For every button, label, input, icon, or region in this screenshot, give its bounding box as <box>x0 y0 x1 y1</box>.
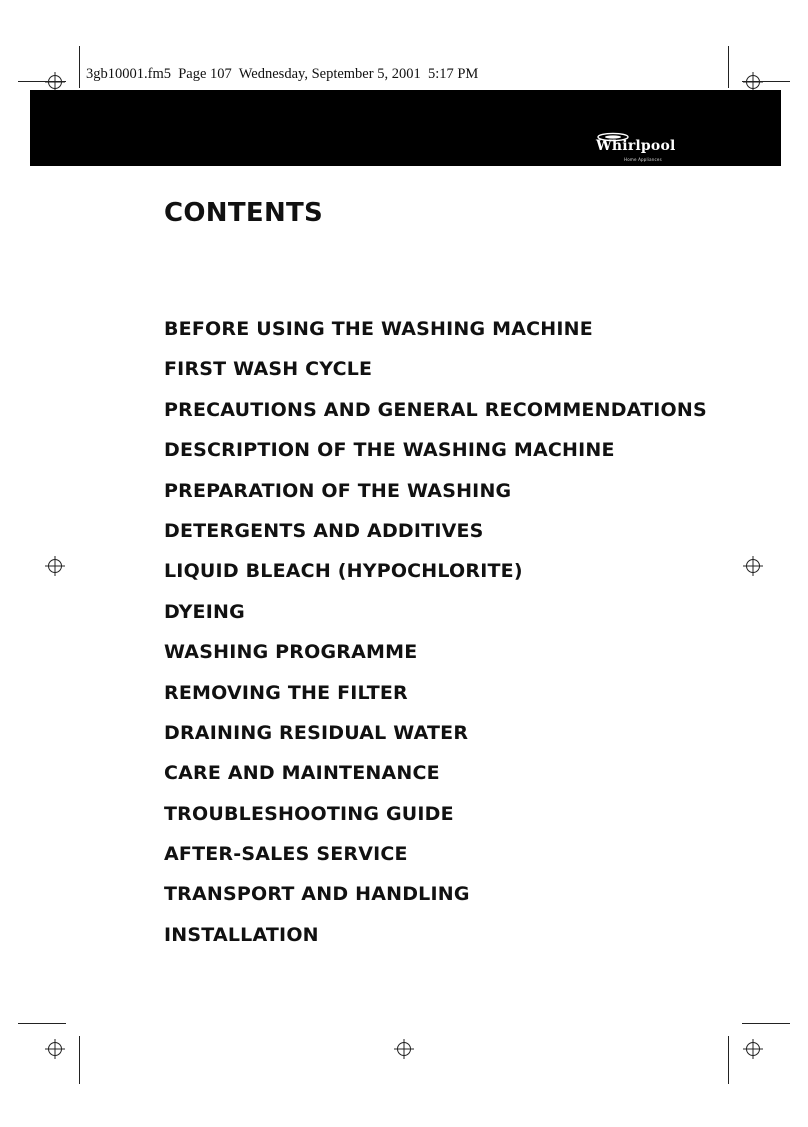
contents-item[interactable]: INSTALLATION <box>164 923 319 946</box>
registration-mark-icon <box>394 1039 414 1059</box>
contents-item[interactable]: PREPARATION OF THE WASHING <box>164 479 512 502</box>
crop-line <box>79 1036 80 1084</box>
contents-item[interactable]: TROUBLESHOOTING GUIDE <box>164 802 454 825</box>
crop-line <box>728 1036 729 1084</box>
contents-item[interactable]: WASHING PROGRAMME <box>164 641 418 664</box>
contents-item[interactable]: BEFORE USING THE WASHING MACHINE <box>164 318 593 340</box>
contents-item[interactable]: DETERGENTS AND ADDITIVES <box>164 519 484 542</box>
contents-item[interactable]: DESCRIPTION OF THE WASHING MACHINE <box>164 439 615 462</box>
page-title: CONTENTS <box>164 198 324 228</box>
contents-list <box>164 316 707 962</box>
crop-line <box>728 46 729 88</box>
brand-subtitle: Home Appliances <box>624 157 662 162</box>
print-header: 3gb10001.fm5 Page 107 Wednesday, September 5, 2001 5:17 PM <box>86 66 479 82</box>
contents-item[interactable]: LIQUID BLEACH (HYPOCHLORITE) <box>164 560 523 583</box>
registration-mark-icon <box>45 556 65 576</box>
contents-item[interactable]: REMOVING THE FILTER <box>164 681 408 704</box>
contents-item[interactable]: FIRST WASH CYCLE <box>164 358 373 381</box>
contents-item[interactable]: AFTER-SALES SERVICE <box>164 843 408 866</box>
registration-mark-icon <box>743 72 763 92</box>
contents-item[interactable]: DRAINING RESIDUAL WATER <box>164 721 469 744</box>
registration-mark-icon <box>45 1039 65 1059</box>
brand-name: Whirlpool <box>596 138 676 154</box>
contents-item[interactable]: CARE AND MAINTENANCE <box>164 762 440 785</box>
registration-mark-icon <box>743 1039 763 1059</box>
registration-mark-icon <box>743 556 763 576</box>
crop-line <box>18 1023 66 1024</box>
crop-line <box>742 1023 790 1024</box>
contents-item[interactable]: PRECAUTIONS AND GENERAL RECOMMENDATIONS <box>164 398 707 421</box>
registration-mark-icon <box>45 72 65 92</box>
contents-item[interactable]: DYEING <box>164 600 245 623</box>
crop-line <box>79 46 80 88</box>
brand-logo <box>596 130 680 162</box>
contents-item[interactable]: TRANSPORT AND HANDLING <box>164 883 470 906</box>
